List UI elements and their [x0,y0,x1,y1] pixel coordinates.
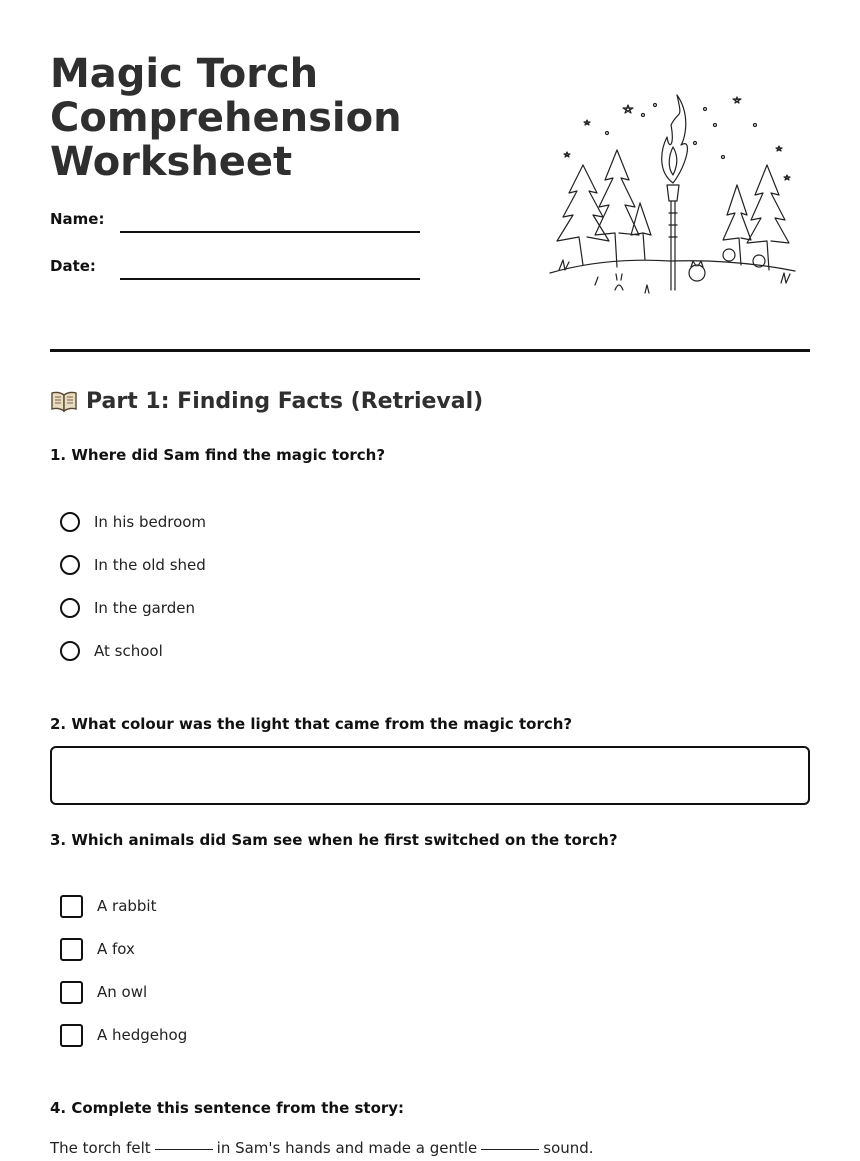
question-3: 3. Which animals did Sam see when he first switched on the torch? [50,831,618,849]
name-field[interactable] [120,231,420,233]
radio-button[interactable] [60,641,80,661]
q1-option-4[interactable] [60,639,163,663]
worksheet-title: Magic Torch Comprehension Worksheet [50,51,402,185]
sentence-part-2: in Sam's hands and made a gentle [216,1139,478,1157]
option-label: In his bedroom [94,513,207,531]
option-label: At school [94,642,163,660]
checkbox[interactable] [60,981,83,1004]
open-book-icon [50,391,78,413]
option-label: In the garden [94,599,195,617]
date-label: Date: [50,257,96,275]
question-4: 4. Complete this sentence from the story: [50,1099,405,1117]
q3-option-3[interactable] [60,980,147,1004]
sentence-part-1: The torch felt [50,1139,151,1157]
option-label: A hedgehog [97,1026,188,1044]
blank-1[interactable] [155,1149,213,1150]
q1-option-3[interactable] [60,596,195,620]
option-label: A rabbit [97,897,157,915]
q1-option-1[interactable] [60,510,206,534]
q3-option-4[interactable] [60,1023,187,1047]
header-divider [50,349,810,352]
question-2: 2. What colour was the light that came from the magic torch? [50,715,573,733]
blank-2[interactable] [481,1149,539,1150]
checkbox[interactable] [60,938,83,961]
option-label: In the old shed [94,556,206,574]
checkbox[interactable] [60,1024,83,1047]
checkbox[interactable] [60,895,83,918]
sentence-part-3: sound. [543,1139,594,1157]
forest-magic-torch-illustration [545,85,800,315]
date-field[interactable] [120,278,420,280]
radio-button[interactable] [60,598,80,618]
q4-sentence [50,1139,594,1157]
option-label: An owl [97,983,148,1001]
radio-button[interactable] [60,512,80,532]
radio-button[interactable] [60,555,80,575]
part1-title: Part 1: Finding Facts (Retrieval) [86,389,484,414]
option-label: A fox [97,940,135,958]
q3-option-2[interactable] [60,937,135,961]
q3-option-1[interactable] [60,894,156,918]
part1-heading [50,389,483,414]
q1-option-2[interactable] [60,553,206,577]
question-1: 1. Where did Sam find the magic torch? [50,446,386,464]
name-label: Name: [50,210,105,228]
q2-answer-field[interactable] [50,746,810,805]
